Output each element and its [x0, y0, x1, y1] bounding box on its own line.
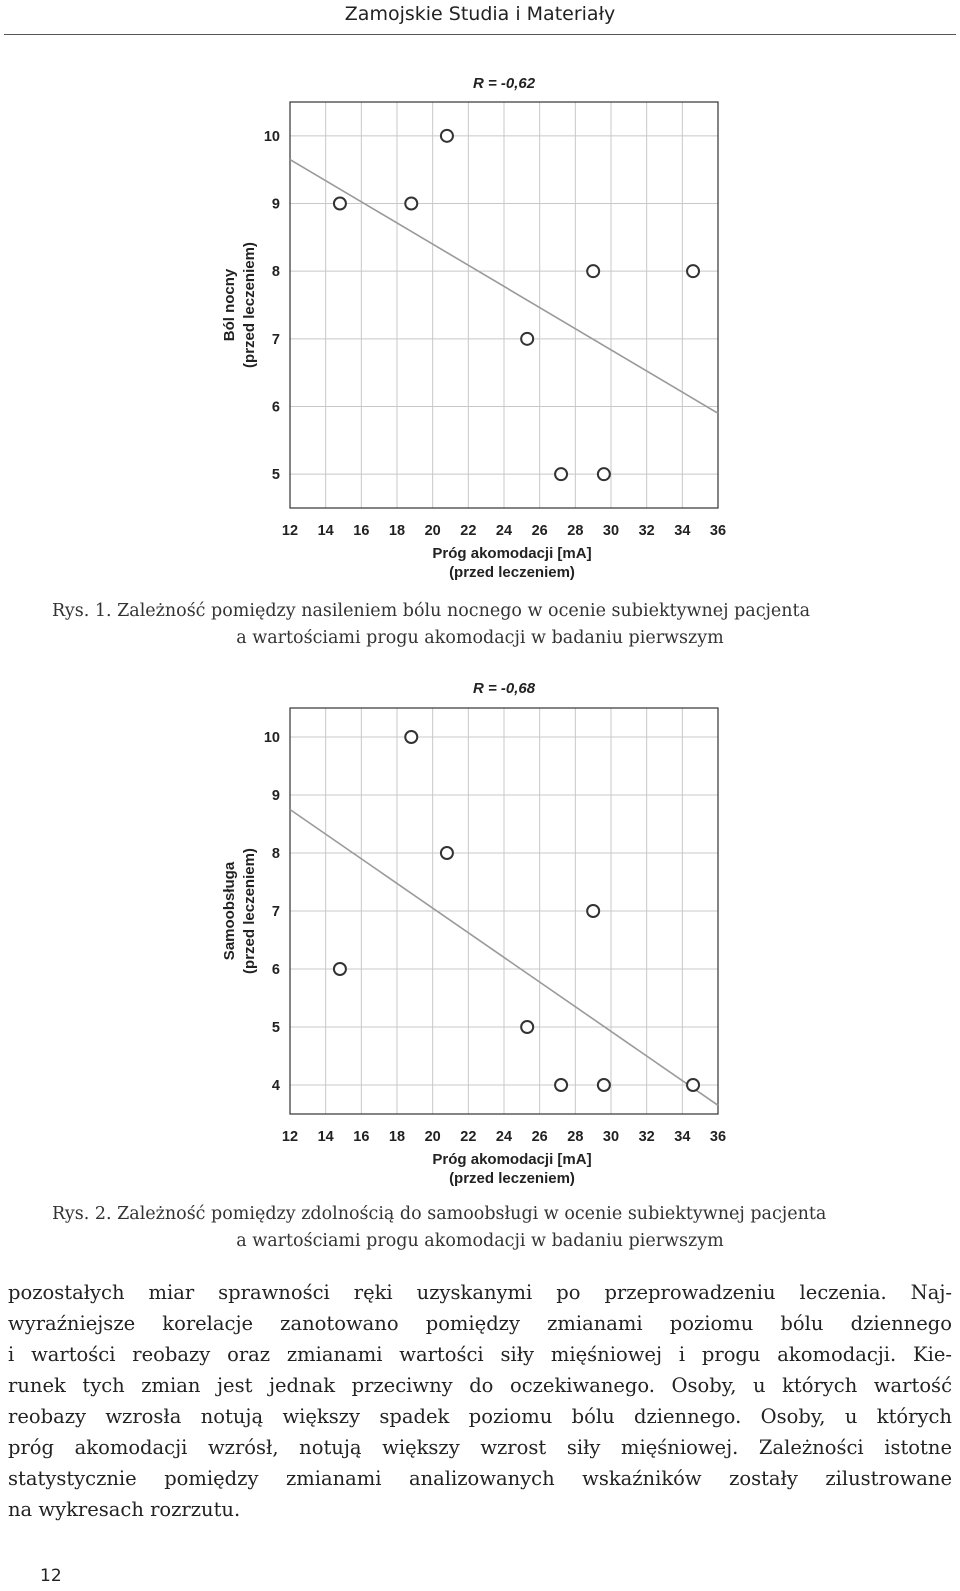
data-point	[687, 265, 699, 277]
caption-line: a wartościami progu akomodacji w badaniu pierwszym	[236, 628, 724, 648]
x-tick-label: 26	[531, 523, 548, 539]
y-tick-label: 5	[271, 1020, 280, 1036]
caption-line: Rys. 1. Zależność pomiędzy nasileniem bólu nocnego w ocenie subiektywnej pacjenta	[52, 601, 811, 621]
x-tick-label: 24	[495, 1129, 513, 1145]
y-tick-label: 6	[271, 962, 280, 978]
journal-title: Zamojskie Studia i Materiały	[344, 3, 616, 25]
body-paragraph	[8, 1277, 952, 1525]
page-number: 12	[40, 1566, 62, 1586]
data-point	[405, 731, 417, 743]
x-tick-label: 34	[674, 523, 691, 539]
x-tick-label: 28	[567, 523, 584, 539]
x-tick-label: 30	[602, 1129, 620, 1145]
x-axis-label: Próg akomodacji [mA]	[432, 545, 592, 562]
scatter-chart-samoobsluga	[0, 665, 960, 1205]
paragraph-line: runek tych zmian jest jednak przeciwny do oczekiwanego. Osoby, u których wartość	[8, 1374, 952, 1397]
y-tick-label: 8	[271, 846, 280, 862]
x-tick-label: 34	[674, 1129, 691, 1145]
data-point	[598, 468, 610, 480]
y-tick-label: 10	[263, 730, 280, 746]
scatter-chart-bol-nocny	[0, 60, 960, 600]
data-point	[587, 905, 599, 917]
paragraph-line: i wartości reobazy oraz zmianami wartości siły mięśniowej i progu akomodacji. Kie-	[8, 1343, 952, 1366]
x-tick-label: 26	[531, 1129, 548, 1145]
caption-line: a wartościami progu akomodacji w badaniu pierwszym	[236, 1231, 724, 1251]
chart-title: R = -0,62	[472, 75, 536, 92]
y-tick-label: 7	[271, 904, 280, 920]
x-tick-label: 12	[281, 1129, 299, 1145]
paragraph-line: wyraźniejsze korelacje zanotowano pomiędzy zmianami poziomu bólu dziennego	[8, 1312, 952, 1335]
x-tick-label: 18	[388, 523, 406, 539]
y-tick-label: 8	[271, 264, 280, 281]
y-tick-label: 10	[263, 128, 280, 145]
paragraph-line: pozostałych miar sprawności ręki uzyskanymi po przeprowadzeniu leczenia. Naj-	[8, 1281, 952, 1304]
data-point	[334, 198, 346, 210]
x-tick-label: 18	[388, 1129, 406, 1145]
x-tick-label: 36	[709, 1129, 727, 1145]
x-tick-label: 20	[424, 523, 441, 539]
y-axis-label: (przed leczeniem)	[241, 848, 258, 974]
y-axis-label: (przed leczeniem)	[241, 242, 258, 368]
data-point	[555, 1079, 567, 1091]
data-point	[334, 963, 346, 975]
header-rule	[4, 34, 956, 35]
y-axis-label: Samoobsługa	[221, 861, 238, 961]
x-tick-label: 24	[495, 523, 513, 539]
paragraph-line: próg akomodacji wzrósł, notują większy wzrost siły mięśniowej. Zależności istotne	[8, 1436, 952, 1459]
running-header	[0, 0, 960, 34]
caption-line: Rys. 2. Zależność pomiędzy zdolnością do samoobsługi w ocenie subiektywnej pacjenta	[52, 1204, 827, 1224]
y-tick-label: 7	[271, 331, 280, 348]
figure-2-caption	[40, 1201, 920, 1255]
y-axis-label: Ból nocny	[221, 268, 238, 342]
data-point	[687, 1079, 699, 1091]
y-tick-label: 4	[271, 1078, 280, 1094]
x-tick-label: 36	[709, 523, 727, 539]
data-point	[587, 265, 599, 277]
y-tick-label: 5	[271, 467, 280, 484]
paragraph-line: reobazy wzrosła notują większy spadek poziomu bólu dziennego. Osoby, u których	[8, 1405, 952, 1428]
figure-1-caption	[40, 598, 920, 652]
paragraph-line: na wykresach rozrzutu.	[8, 1498, 241, 1521]
x-axis-label: Próg akomodacji [mA]	[432, 1151, 592, 1168]
x-tick-label: 14	[317, 523, 334, 539]
x-tick-label: 32	[638, 523, 655, 539]
data-point	[441, 130, 453, 142]
x-tick-label: 28	[567, 1129, 584, 1145]
data-point	[521, 1021, 533, 1033]
data-point	[441, 847, 453, 859]
x-tick-label: 16	[353, 523, 370, 539]
data-point	[405, 198, 417, 210]
x-tick-label: 22	[460, 523, 477, 539]
y-tick-label: 9	[271, 788, 280, 804]
data-point	[555, 468, 567, 480]
x-tick-label: 22	[460, 1129, 477, 1145]
data-point	[598, 1079, 610, 1091]
x-tick-label: 12	[281, 523, 299, 539]
y-tick-label: 9	[271, 196, 280, 213]
x-axis-label: (przed leczeniem)	[449, 1170, 575, 1187]
x-tick-label: 32	[638, 1129, 655, 1145]
x-axis-label: (przed leczeniem)	[449, 564, 575, 581]
paragraph-line: statystycznie pomiędzy zmianami analizowanych wskaźników zostały zilustrowane	[8, 1467, 952, 1490]
x-tick-label: 16	[353, 1129, 370, 1145]
data-point	[521, 333, 533, 345]
x-tick-label: 20	[424, 1129, 441, 1145]
y-tick-label: 6	[271, 399, 280, 416]
chart-title: R = -0,68	[472, 680, 536, 697]
x-tick-label: 14	[317, 1129, 334, 1145]
x-tick-label: 30	[602, 523, 620, 539]
